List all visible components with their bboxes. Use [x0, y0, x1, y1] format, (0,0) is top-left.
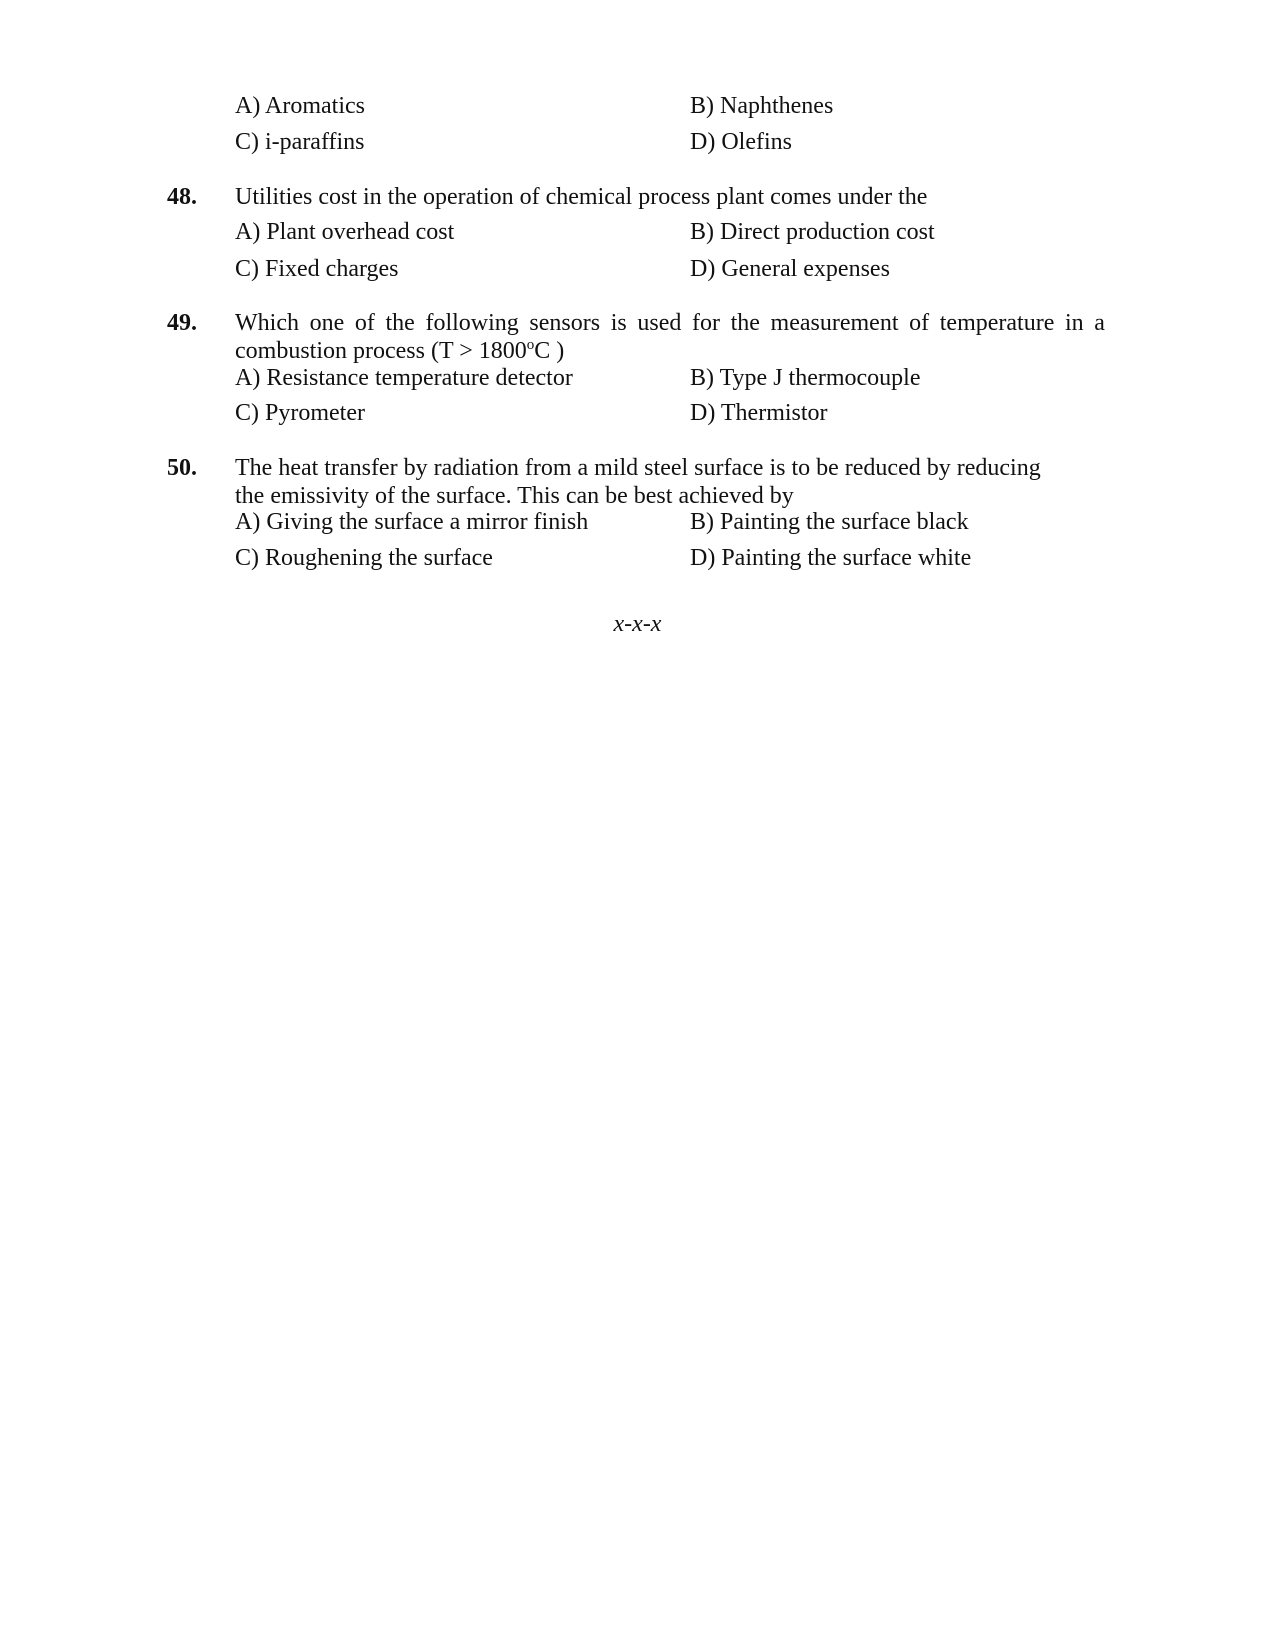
option-b: B) Naphthenes — [690, 93, 834, 119]
question-50-options-row-1 — [235, 508, 1115, 538]
question-number-48: 48. — [167, 184, 197, 210]
question-text-line: The heat transfer by radiation from a mild steel surface is to be reduced by reducing — [235, 455, 1041, 481]
option-c: C) i-paraffins — [235, 129, 365, 155]
option-a: A) Resistance temperature detector — [235, 365, 573, 391]
question-49-options-row-1 — [235, 364, 1115, 394]
option-a: A) Plant overhead cost — [235, 219, 455, 245]
option-d: D) Olefins — [690, 129, 792, 155]
question-text-segment: combustion process (T > 1800 — [235, 338, 527, 364]
question-48-options-row-1 — [235, 218, 1115, 248]
option-c: C) Fixed charges — [235, 256, 399, 282]
option-a: A) Aromatics — [235, 93, 365, 119]
question-word: of — [909, 310, 930, 336]
option-d: D) General expenses — [690, 256, 890, 282]
end-of-paper-mark: x-x-x — [613, 611, 662, 637]
degree-superscript: o — [526, 337, 535, 353]
question-word: used — [637, 310, 682, 336]
question-49-options-row-2 — [235, 399, 1115, 429]
question-word: the — [730, 310, 760, 336]
question-text-line — [235, 337, 1105, 365]
question-word: a — [1094, 310, 1105, 336]
option-b: B) Painting the surface black — [690, 509, 969, 535]
question-word: the — [385, 310, 415, 336]
option-c: C) Roughening the surface — [235, 545, 493, 571]
prev-question-options-row-2 — [235, 128, 1115, 158]
question-text-48 — [235, 183, 1105, 211]
option-d: D) Painting the surface white — [690, 545, 972, 571]
question-word: of — [354, 310, 375, 336]
question-text-words — [235, 309, 1105, 337]
question-word: for — [691, 310, 720, 336]
question-word: is — [610, 310, 627, 336]
question-word: measurement — [770, 310, 899, 336]
question-text-segment: C ) — [534, 338, 565, 364]
option-c: C) Pyrometer — [235, 400, 365, 426]
question-word: Which — [235, 310, 299, 336]
question-word: one — [309, 310, 345, 336]
question-50-options-row-2 — [235, 544, 1115, 574]
question-word: in — [1064, 310, 1084, 336]
question-number-49: 49. — [167, 310, 197, 336]
question-text-49 — [235, 309, 1105, 365]
question-text-50 — [235, 454, 1105, 510]
question-word: temperature — [939, 310, 1055, 336]
option-b: B) Direct production cost — [690, 219, 935, 245]
question-text-line: the emissivity of the surface. This can be best achieved by — [235, 483, 794, 509]
option-b: B) Type J thermocouple — [690, 365, 921, 391]
question-text-line: Utilities cost in the operation of chemical process plant comes under the — [235, 184, 928, 210]
question-number-50: 50. — [167, 455, 197, 481]
question-48-options-row-2 — [235, 255, 1115, 285]
question-word: following — [425, 310, 519, 336]
option-a: A) Giving the surface a mirror finish — [235, 509, 589, 535]
prev-question-options-row-1 — [235, 92, 1115, 122]
question-text-line-justified — [235, 309, 1105, 337]
option-d: D) Thermistor — [690, 400, 828, 426]
question-word: sensors — [529, 310, 601, 336]
